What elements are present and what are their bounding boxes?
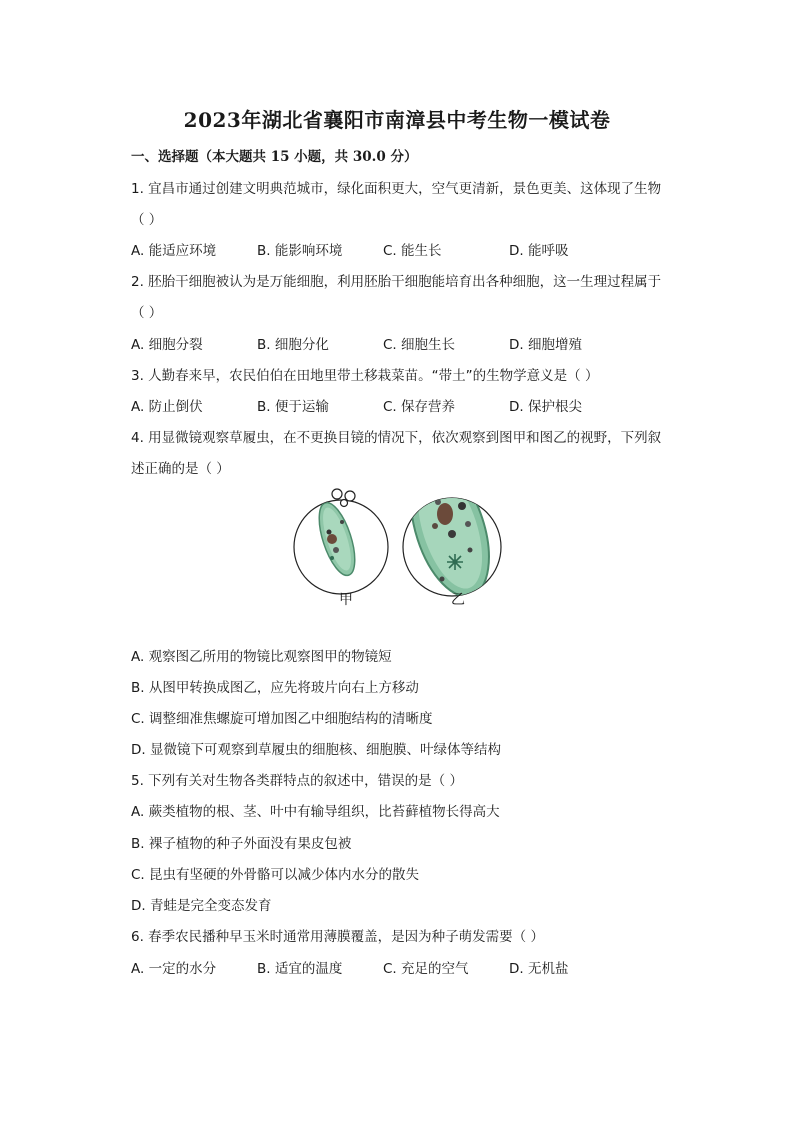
- question-2-stem: 2. 胚胎干细胞被认为是万能细胞，利用胚胎干细胞能培育出各种细胞，这一生理过程属于: [131, 274, 662, 290]
- question-3-stem: 3. 人勤春来早，农民伯伯在田地里带土移栽菜苗。“带土”的生物学意义是（ ）: [131, 368, 599, 384]
- page-title: 2023年湖北省襄阳市南漳县中考生物一模试卷: [183, 108, 611, 132]
- question-1-stem-cont: （ ）: [131, 212, 163, 228]
- option-c: C. 细胞生长: [383, 337, 456, 353]
- question-5-option-b: B. 裸子植物的种子外面没有果皮包被: [131, 836, 352, 852]
- option-b: B. 细胞分化: [257, 337, 329, 353]
- option-a: A. 一定的水分: [131, 961, 217, 977]
- option-d: D. 保护根尖: [509, 399, 582, 415]
- question-4-option-d: D. 显微镜下可观察到草履虫的细胞核、细胞膜、叶绿体等结构: [131, 742, 501, 758]
- question-5-option-d: D. 青蛙是完全变态发育: [131, 898, 272, 914]
- question-3-options: [131, 395, 582, 415]
- figure-label-yi: 乙: [451, 592, 465, 608]
- question-4-option-b: B. 从图甲转换成图乙，应先将玻片向右上方移动: [131, 680, 419, 696]
- option-c: C. 能生长: [383, 243, 442, 259]
- figure-label-jia: 甲: [339, 592, 353, 608]
- question-4-stem: 4. 用显微镜观察草履虫，在不更换目镜的情况下，依次观察到图甲和图乙的视野，下列叙: [131, 430, 662, 446]
- option-c: C. 充足的空气: [383, 961, 469, 977]
- option-a: A. 细胞分裂: [131, 337, 203, 353]
- question-1-options: [131, 239, 568, 259]
- option-d: D. 细胞增殖: [509, 337, 582, 353]
- question-2-options: [131, 333, 582, 353]
- question-4-stem-cont: 述正确的是（ ）: [131, 461, 230, 477]
- microscope-figure: [292, 484, 524, 614]
- question-5-option-c: C. 昆虫有坚硬的外骨骼可以减少体内水分的散失: [131, 867, 420, 883]
- question-5-option-a: A. 蕨类植物的根、茎、叶中有输导组织，比苔藓植物长得高大: [131, 804, 500, 820]
- view-yi: [396, 484, 504, 606]
- question-2-stem-cont: （ ）: [131, 305, 163, 321]
- option-a: A. 防止倒伏: [131, 399, 203, 415]
- paramecium-diagram: [292, 484, 524, 614]
- question-6-stem: 6. 春季农民播种早玉米时通常用薄膜覆盖，是因为种子萌发需要（ ）: [131, 929, 544, 945]
- option-d: D. 无机盐: [509, 961, 569, 977]
- view-jia: [294, 489, 388, 594]
- option-d: D. 能呼吸: [509, 243, 569, 259]
- option-a: A. 能适应环境: [131, 243, 217, 259]
- question-6-options: [131, 957, 568, 977]
- question-4-option-a: A. 观察图乙所用的物镜比观察图甲的物镜短: [131, 649, 392, 665]
- option-b: B. 能影响环境: [257, 243, 343, 259]
- section-heading: 一、选择题（本大题共 15 小题，共 30.0 分）: [131, 149, 418, 165]
- option-b: B. 便于运输: [257, 399, 329, 415]
- question-4-option-c: C. 调整细准焦螺旋可增加图乙中细胞结构的清晰度: [131, 711, 433, 727]
- option-c: C. 保存营养: [383, 399, 456, 415]
- question-5-stem: 5. 下列有关对生物各类群特点的叙述中，错误的是（ ）: [131, 773, 463, 789]
- question-1-stem: 1. 宜昌市通过创建文明典范城市，绿化面积更大，空气更清新，景色更美、这体现了生物: [131, 181, 662, 197]
- option-b: B. 适宜的温度: [257, 961, 343, 977]
